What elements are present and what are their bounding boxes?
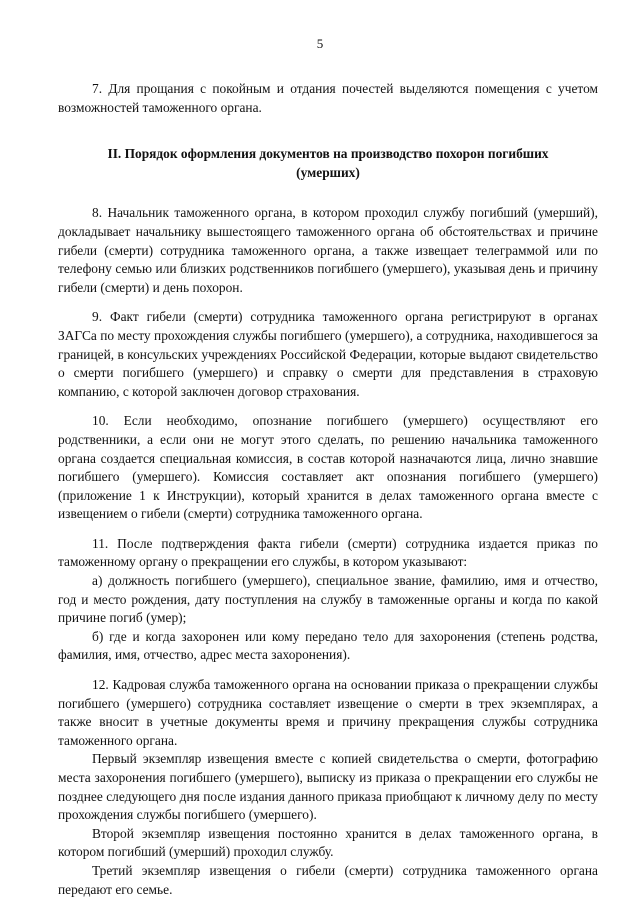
document-body	[58, 80, 598, 899]
paragraph-12-second-copy: Второй экземпляр извещения постоянно хранится в делах таможенного органа, в котором погибший (умерший) проходил службу.	[58, 825, 598, 860]
paragraph-12-third-copy: Третий экземпляр извещения о гибели (смерти) сотрудника таможенного органа передают его семье.	[58, 862, 598, 897]
paragraph-7: 7. Для прощания с покойным и отдания почестей выделяются помещения с учетом возможностей таможенного органа.	[58, 81, 598, 115]
paragraph-12: 12. Кадровая служба таможенного органа на основании приказа о прекращении службы погибшего (умершего) сотрудника составляет извещение о смерти в трех экземплярах, а также вносит в учетные документы время и причину прекращения службы сотрудника таможенного органа.	[58, 677, 598, 748]
paragraph-10: 10. Если необходимо, опознание погибшего (умершего) осуществляют его родственники, а если они не могут этого сделать, по решению начальника таможенного органа создается специальная комиссия, в состав которой назначаются лица, лично знавшие погибшего (умершего). Комиссия составляет акт опознания погибшего (умершего) (приложение 1 к Инструкции), который хранится в делах таможенного органа вместе с извещением о гибели (смерти) сотрудника таможенного органа.	[58, 413, 598, 522]
paragraph-11-item-a: а) должность погибшего (умершего), специальное звание, фамилию, имя и отчество, год и место рождения, дату поступления на службу в таможенные органы и когда по какой причине погиб (умер);	[58, 573, 598, 626]
paragraph-8: 8. Начальник таможенного органа, в котором проходил службу погибший (умерший), докладывает начальнику вышестоящего таможенного органа об обстоятельствах и причине гибели (смерти) сотрудника таможенного органа, а также извещает телеграммой или по телефону семью или близких родственников погибшего (умершего), указывая день и причину гибели (смерти) и день похорон.	[58, 205, 598, 295]
paragraph-12-first-copy: Первый экземпляр извещения вместе с копией свидетельства о смерти, фотографию места захоронения погибшего (умершего), выписку из приказа о прекращении его службы не позднее следующего дня после издания данного приказа приобщают к личному делу по месту прохождения службы погибшего (умершего).	[58, 751, 598, 823]
page-number: 5	[316, 36, 324, 51]
paragraph-11-intro: 11. После подтверждения факта гибели (смерти) сотрудника издается приказ по таможенному органу о прекращении его службы, в котором указывают:	[58, 535, 598, 570]
paragraph-9: 9. Факт гибели (смерти) сотрудника таможенного органа регистрируют в органах ЗАГСа по месту прохождения службы погибшего (умершего), а сотрудника, находившегося за границей, в консульских учреждениях Российской Федерации, которые выдают свидетельство о смерти погибшего (умершего) и справку о смерти для представления в страховую компанию, с которой заключен договор страхования.	[58, 309, 598, 399]
paragraph-11-item-b: б) где и когда захоронен или кому передано тело для захоронения (степень родства, фамилия, имя, отчество, адрес места захоронения).	[58, 628, 598, 663]
section-heading: II. Порядок оформления документов на производство похорон погибших (умерших)	[107, 146, 549, 180]
